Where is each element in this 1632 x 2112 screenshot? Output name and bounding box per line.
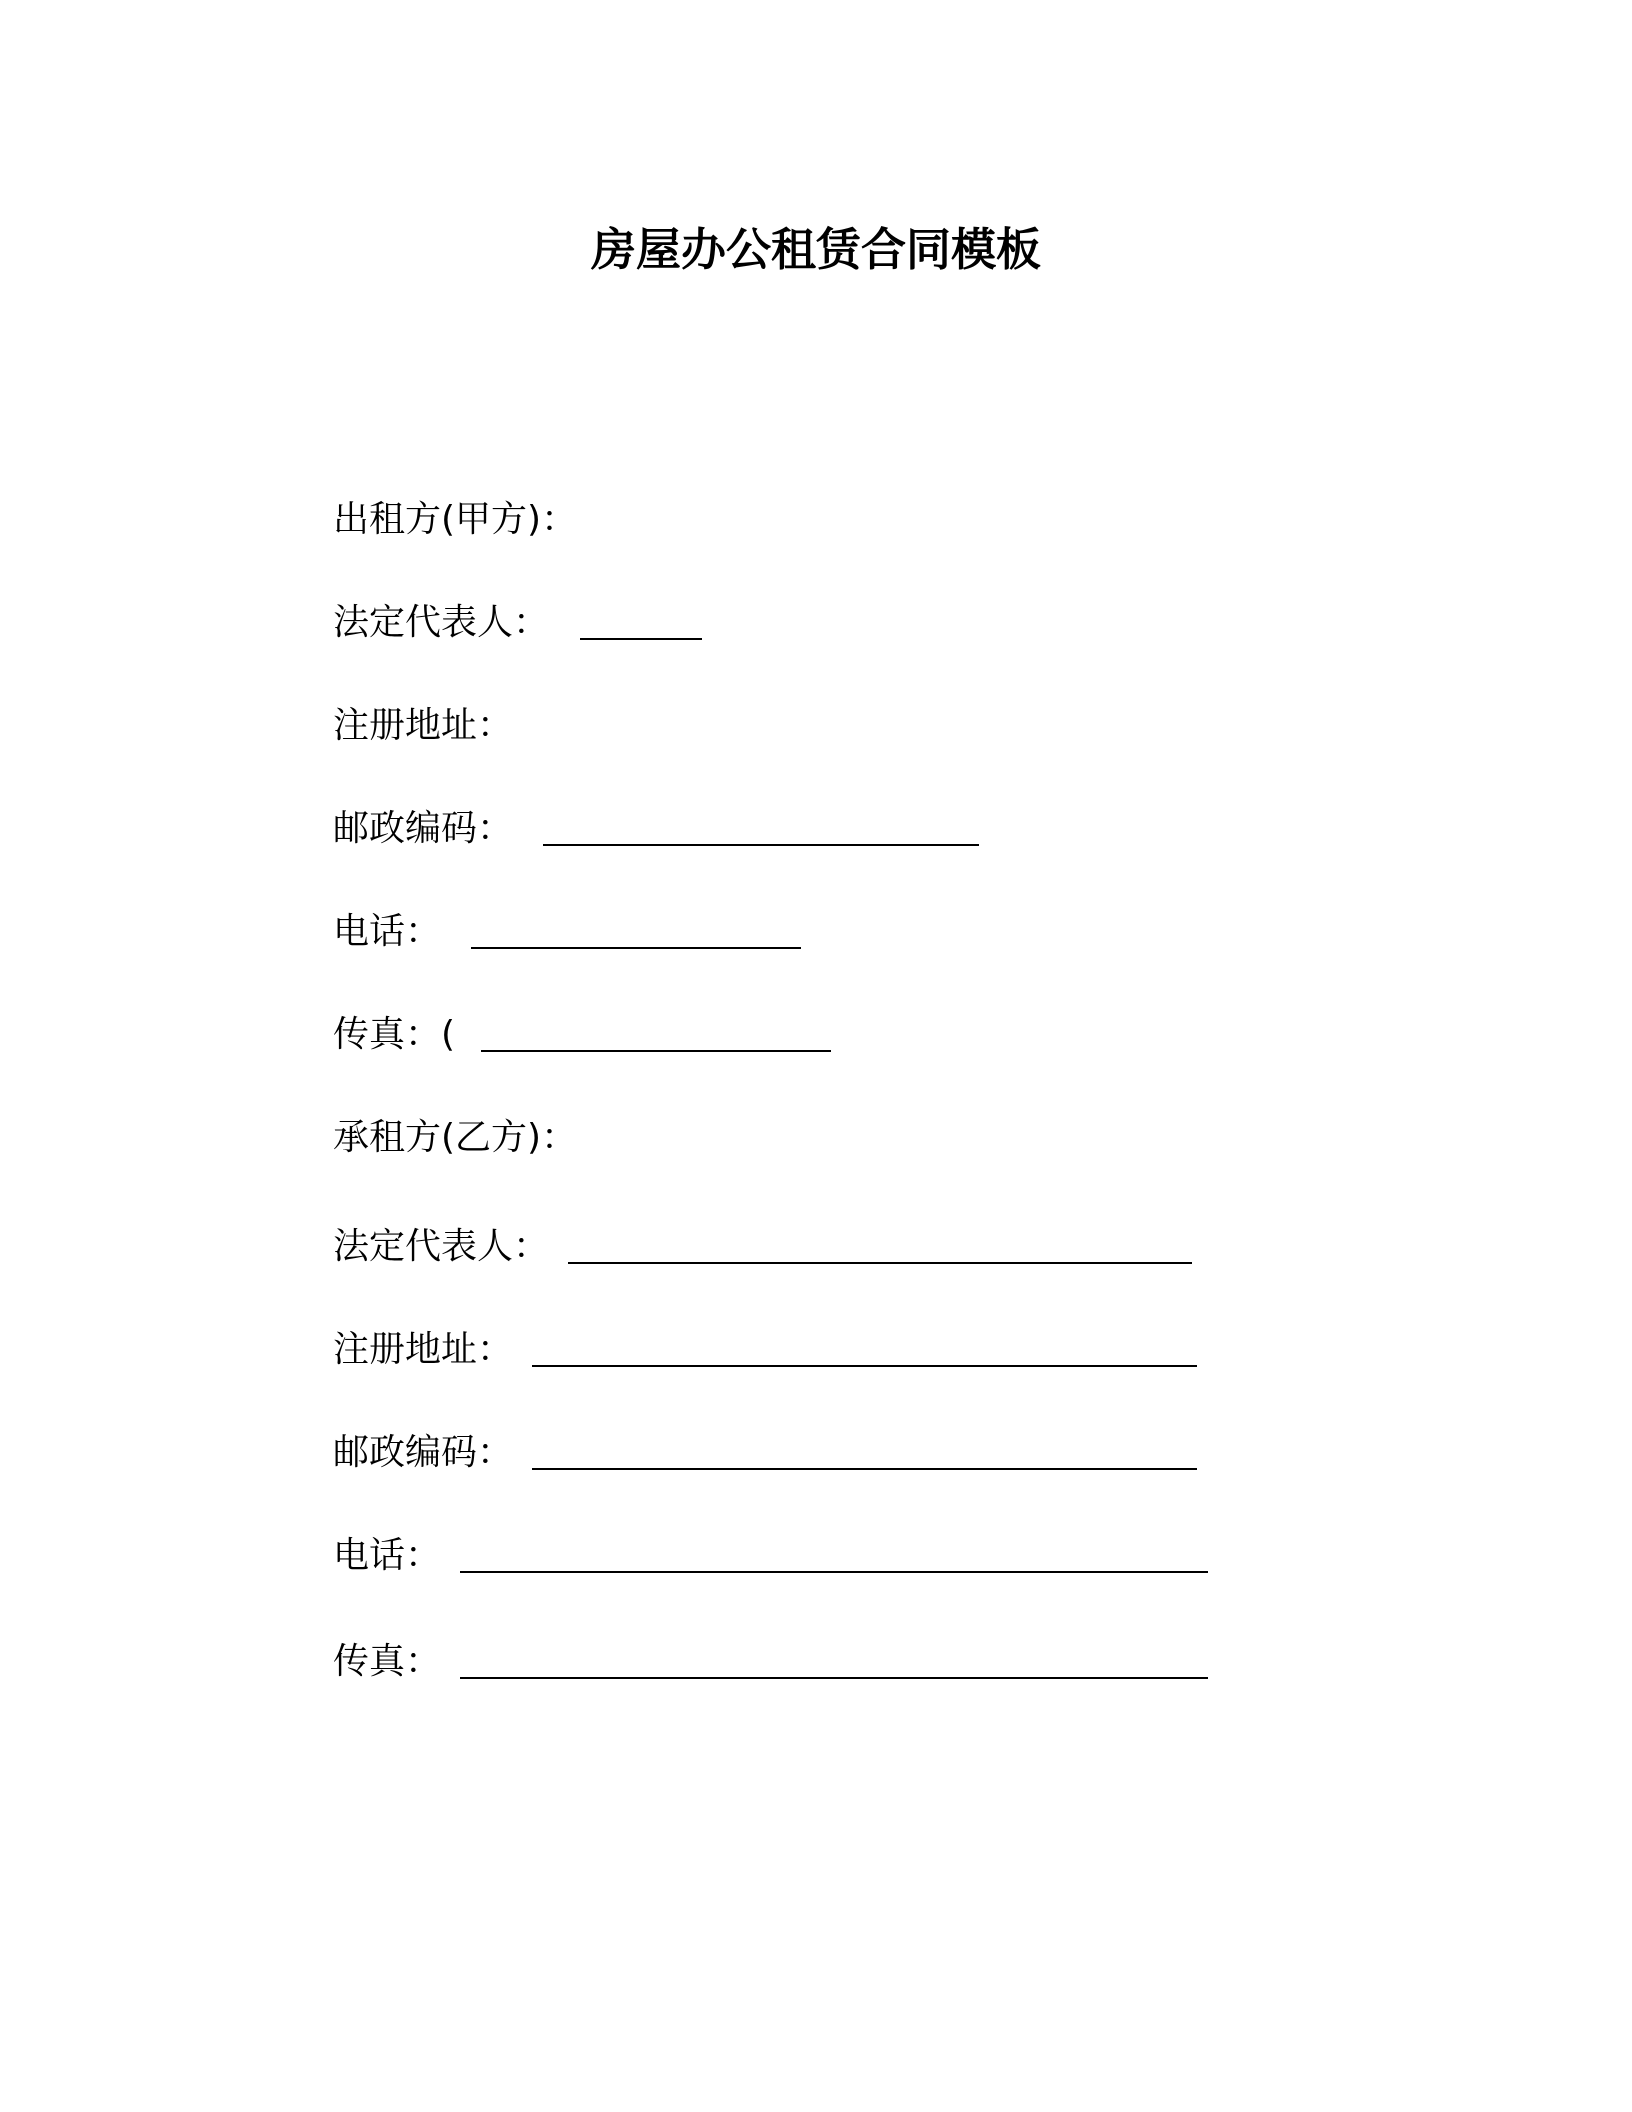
party-b-address-blank [532,1359,1197,1367]
party-a-postcode-label: 邮政编码： [333,808,514,849]
party-b-fax-row [333,1636,1208,1688]
party-b-postcode-label: 邮政编码： [333,1432,514,1473]
party-b-phone-row [333,1530,1208,1582]
party-a-fax-label: 传真：( [333,1014,456,1055]
party-a-heading [333,494,577,546]
party-b-heading-label: 承租方(乙方)： [333,1117,578,1158]
party-b-legal-rep-row [333,1221,1192,1273]
party-a-address-row [333,700,513,752]
party-a-phone-row [333,906,801,958]
party-b-legal-rep-blank [568,1256,1192,1264]
party-b-legal-rep-label: 法定代表人： [333,1226,550,1267]
party-b-heading [333,1112,577,1164]
party-a-heading-label: 出租方(甲方)： [333,499,578,540]
party-a-postcode-blank [543,838,979,846]
party-a-legal-rep-label: 法定代表人： [333,602,550,643]
party-b-fax-label: 传真： [333,1641,442,1682]
party-a-postcode-row [333,803,979,855]
party-b-address-row [333,1324,1197,1376]
document-title: 房屋办公租赁合同模板 [590,223,1041,276]
party-a-address-label: 注册地址： [333,705,514,746]
party-a-fax-blank [481,1044,831,1052]
party-a-phone-blank [471,941,801,949]
party-a-legal-rep-blank [580,632,702,640]
party-a-phone-label: 电话： [333,911,442,952]
party-b-fax-blank [460,1671,1208,1679]
party-b-phone-label: 电话： [333,1535,442,1576]
party-b-postcode-row [333,1427,1197,1479]
party-b-phone-blank [460,1565,1208,1573]
party-b-address-label: 注册地址： [333,1329,514,1370]
party-a-fax-row [333,1009,831,1061]
party-b-postcode-blank [532,1462,1197,1470]
party-a-legal-rep-row [333,597,702,649]
